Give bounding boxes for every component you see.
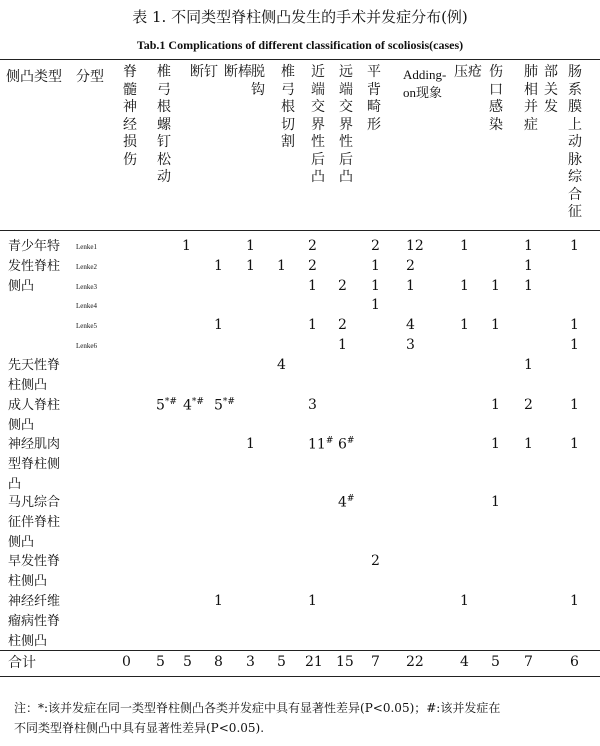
cell: 1 [524,258,533,274]
cell: 1 [214,317,223,333]
cell-value: 4 [183,397,192,414]
cell: 2 [338,278,347,294]
header-col-1: 脊髓神经损伤 [123,64,137,168]
header-col-3: 断钉 [190,64,218,80]
cell: 1 [214,258,223,274]
significance-mark: *# [222,397,235,407]
cell-value: 6 [338,436,347,453]
lenke-label-5: Lenke5 [76,322,97,330]
cell: 1 [460,278,469,294]
row-label-adult-2: 侧凸 [8,418,35,433]
cell: 2 [371,553,380,569]
cell: 1 [570,317,579,333]
row-label-neuromuscular-3: 凸 [8,477,22,492]
cell: 1 [246,238,255,254]
cell: 1 [308,278,317,294]
cell [308,436,333,453]
cell: 1 [524,357,533,373]
lenke-label-3: Lenke3 [76,283,97,291]
bottom-rule [0,676,600,677]
total-cell: 15 [336,654,354,670]
row-label-total: 合计 [8,655,36,671]
cell-value: 5 [156,397,165,414]
cell [183,397,204,414]
total-cell: 8 [214,654,223,670]
cell: 1 [460,317,469,333]
header-col-14: 部关发 [544,64,558,115]
row-label-ais-3: 侧凸 [8,279,35,294]
cell-value: 5 [214,397,223,414]
total-cell: 3 [246,654,255,670]
row-label-nf-3: 柱侧凸 [8,634,48,649]
cell: 2 [524,397,533,413]
total-cell: 0 [122,654,131,670]
cell: 1 [491,278,500,294]
significance-mark: *# [191,397,204,407]
header-subtype: 分型 [76,69,104,85]
lenke-label-6: Lenke6 [76,342,97,350]
header-col-7: 近端交界性后凸 [311,64,325,185]
cell: 1 [491,317,500,333]
table-title: 表 1. 不同类型脊柱侧凸发生的手术并发症分布(例) [132,8,468,26]
lenke-label-4: Lenke4 [76,302,97,310]
header-col-15: 肠系膜上动脉综合征 [568,64,582,220]
header-type: 侧凸类型 [6,69,62,85]
row-label-ais-1: 青少年特 [8,239,61,254]
row-label-neuromuscular-1: 神经肌肉 [8,437,61,452]
row-label-marfan-3: 侧凸 [8,535,35,550]
row-label-congenital-1: 先天性脊 [8,358,61,373]
cell: 1 [214,593,223,609]
cell: 3 [406,337,415,353]
row-label-early-2: 柱侧凸 [8,574,48,589]
cell: 1 [406,278,415,294]
total-cell: 22 [406,654,424,670]
cell: 1 [308,317,317,333]
cell: 1 [460,238,469,254]
total-rule [0,650,600,651]
row-label-adult-1: 成人脊柱 [8,398,61,413]
cell: 1 [570,397,579,413]
cell: 1 [371,258,380,274]
header-col-12: 伤口感染 [489,64,503,133]
row-label-marfan-2: 征伴脊柱 [8,515,61,530]
cell: 1 [570,436,579,452]
cell: 1 [491,494,500,510]
cell: 2 [308,238,317,254]
lenke-label-1: Lenke1 [76,243,97,251]
header-col-10: Adding-on现象 [403,67,447,100]
cell: 1 [524,238,533,254]
cell: 1 [246,258,255,274]
total-cell: 5 [156,654,165,670]
total-cell: 4 [460,654,469,670]
header-col-2: 椎弓根螺钉松动 [157,64,171,185]
cell [156,397,177,414]
cell-value: 11 [308,436,326,453]
header-col-6: 椎弓根切割 [281,64,295,150]
cell: 1 [338,337,347,353]
header-rule [0,230,600,231]
header-col-5: 脱钩 [251,64,265,98]
cell-value: 4 [338,494,347,511]
cell: 4 [277,357,286,373]
cell: 12 [406,238,424,254]
cell: 2 [371,238,380,254]
cell: 1 [570,238,579,254]
total-cell: 5 [183,654,192,670]
table-subtitle: Tab.1 Complications of different classification of scoliosis(cases) [136,38,464,52]
header-col-9: 平背畸形 [367,64,381,133]
header-col-4: 断棒 [224,64,252,80]
total-cell: 6 [570,654,579,670]
cell: 1 [491,436,500,452]
total-cell: 5 [491,654,500,670]
row-label-nf-2: 瘤病性脊 [8,614,61,629]
cell: 1 [308,593,317,609]
footnote-line-1: 注：*:该并发症在同一类型脊柱侧凸各类并发症中具有显著性差异(P<0.05)；#:该并发症在 [14,701,501,715]
row-label-neuromuscular-2: 型脊柱侧 [8,457,61,472]
cell: 2 [338,317,347,333]
cell: 1 [460,593,469,609]
cell: 1 [246,436,255,452]
cell: 1 [491,397,500,413]
cell: 3 [308,397,317,413]
cell [338,436,354,453]
row-label-congenital-2: 柱侧凸 [8,378,48,393]
total-cell: 21 [305,654,323,670]
cell: 1 [524,436,533,452]
total-cell: 7 [371,654,380,670]
header-col-11: 压疮 [454,64,482,80]
row-label-marfan-1: 马凡综合 [8,495,61,510]
top-rule [0,59,600,60]
footnote-line-2: 不同类型脊柱侧凸中具有显著性差异(P<0.05). [14,721,265,735]
cell: 1 [524,278,533,294]
cell: 4 [406,317,415,333]
header-col-8: 远端交界性后凸 [339,64,353,185]
row-label-ais-2: 发性脊柱 [8,259,61,274]
cell: 1 [277,258,286,274]
cell: 1 [182,238,191,254]
significance-mark: # [346,494,355,504]
significance-mark: *# [164,397,177,407]
header-col-13: 肺相并症 [524,64,538,133]
cell: 2 [406,258,415,274]
cell: 1 [570,337,579,353]
cell [214,397,235,414]
cell [338,494,354,511]
cell: 1 [371,297,380,313]
cell: 2 [308,258,317,274]
lenke-label-2: Lenke2 [76,263,97,271]
row-label-nf-1: 神经纤维 [8,594,61,609]
total-cell: 5 [277,654,286,670]
cell: 1 [371,278,380,294]
row-label-early-1: 早发性脊 [8,554,61,569]
total-cell: 7 [524,654,533,670]
significance-mark: # [325,436,334,446]
table-footnote [14,698,594,738]
significance-mark: # [346,436,355,446]
cell: 1 [570,593,579,609]
